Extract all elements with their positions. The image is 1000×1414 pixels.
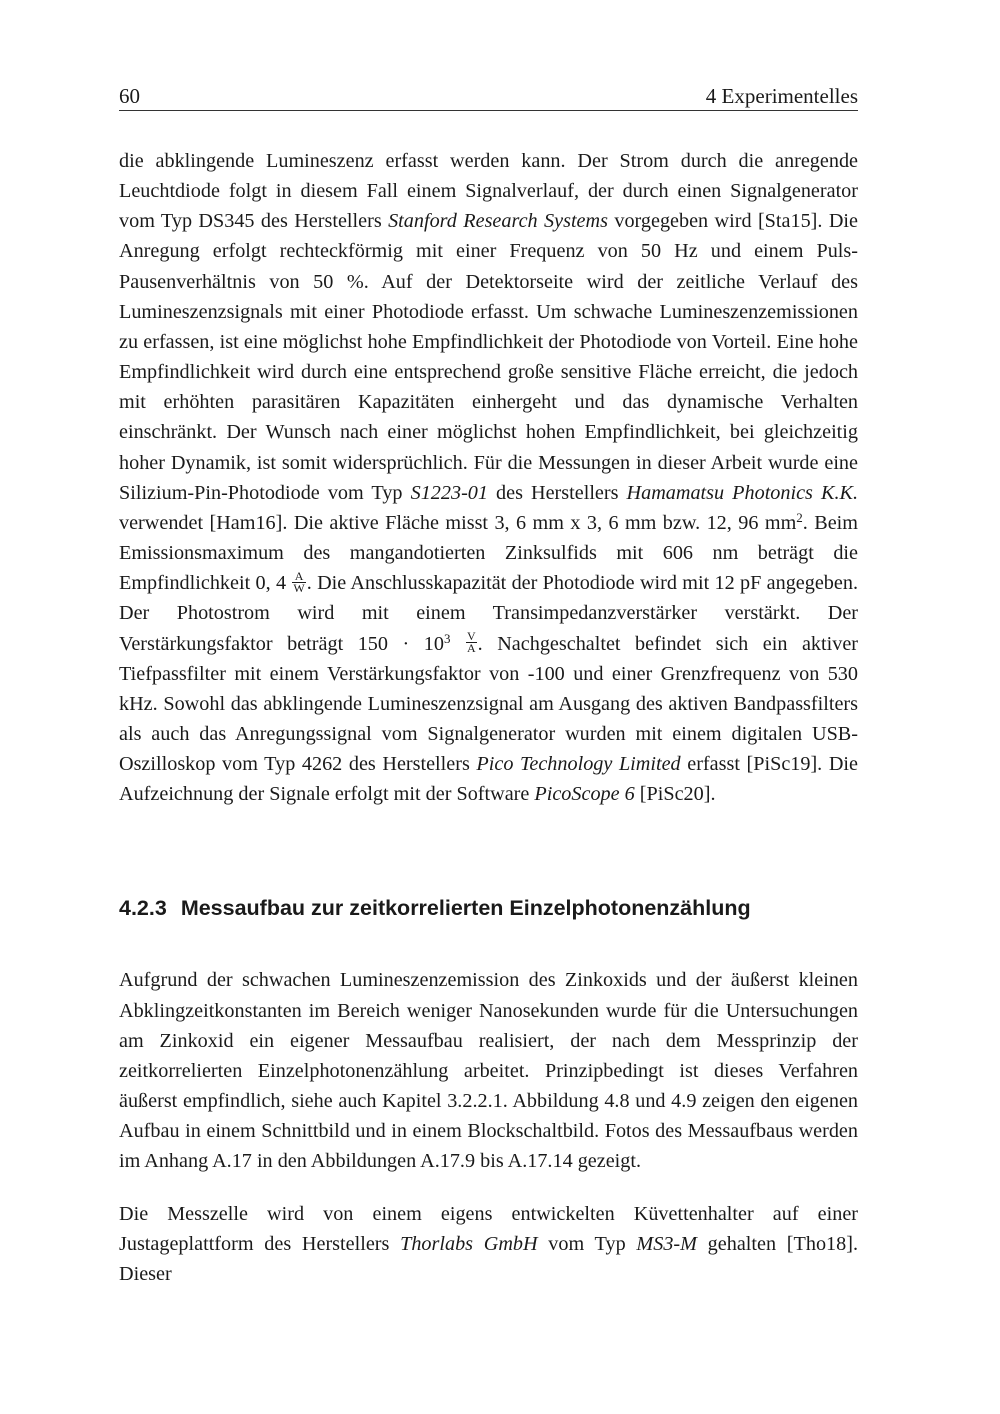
- text-run: gehalten [Tho18]. Dieser: [119, 1232, 858, 1285]
- manufacturer-name: Thorlabs GmbH: [400, 1232, 538, 1255]
- section-heading: [119, 893, 858, 923]
- section-title: Messaufbau zur zeitkorrelierten Einzelphotonenzählung: [180, 896, 751, 921]
- paragraph-zinc-oxide: Aufgrund der schwachen Lumineszenzemission des Zinkoxids und der äußerst kleinen Abklingzeitkonstanten im Bereich weniger Nanosekunden wurde für die Untersuchungen am Zinkoxid ein eigener Messaufbau realisiert, der nach dem Messprinzip der zeitkorrelierten Einzelphotonenzählung arbeitet. Prinzipbedingt ist dieses Verfahren äußerst empfindlich, siehe auch Kapitel 3.2.2.1. Abbildung 4.8 und 4.9 zeigen den eigenen Aufbau in einem Schnittbild und in einem Blockschaltbild. Fotos des Messaufbaus werden im Anhang A.17 in den Abbildungen A.17.9 bis A.17.14 gezeigt.: [119, 969, 858, 1173]
- model-name: MS3-M: [636, 1232, 697, 1255]
- software-name: PicoScope 6: [534, 783, 635, 806]
- fraction-v-per-a: [466, 631, 477, 654]
- text-run: vorgegeben wird [Sta15]. Die Anregung erfolgt rechteckförmig mit einer Frequenz von 50 Hz und einem Puls-Pausenverhältnis von 50 %. Auf der Detektorseite wird der zeitliche Verlauf des Lumineszenzsignals mit einer Photodiode erfasst. Um schwache Lumineszenzemissionen zu erfassen, ist eine möglichst hohe Empfindlichkeit der Photodiode von Vorteil. Eine hohe Empfindlichkeit wird durch eine entsprechend große sensitive Fläche erreicht, die jedoch mit erhöhten parasitären Kapazitäten einhergeht und das dynamische Verhalten einschränkt. Der Wunsch nach einer möglichst hohen Empfindlichkeit, bei gleichzeitig hoher Dynamik, ist somit widersprüchlich. Für die Messungen in dieser Arbeit wurde eine Silizium-Pin-Photodiode vom Typ: [119, 210, 858, 504]
- superscript: 3: [443, 630, 451, 646]
- text-run: . Beim Emissionsmaximum des mangandotierten Zinksulfids mit 606 nm beträgt die Empfindlichkeit 0, 4: [119, 511, 858, 595]
- fraction-numerator: A: [292, 571, 305, 583]
- paragraph-photodiode: [119, 146, 858, 809]
- model-name: S1223-01: [410, 481, 488, 504]
- fraction-numerator: V: [466, 629, 476, 644]
- page-number: 60: [119, 84, 140, 108]
- running-header: [119, 80, 858, 111]
- text-run: Die Messzelle wird von einem eigens entwickelten Küvettenhalter auf einer Justageplattform des Herstellers: [119, 1202, 858, 1255]
- fraction-denominator: W: [293, 581, 305, 596]
- text-run: [PiSc20].: [634, 783, 716, 806]
- text-run: . Die Anschlusskapazität der Photodiode wird mit 12 pF angegeben. Der Photostrom wird mit einem Transimpedanzverstärker verstärkt. Der Verstärkungsfaktor beträgt 150 · 10: [119, 572, 858, 655]
- manufacturer-name: Hamamatsu Photonics K.K.: [626, 481, 858, 504]
- text-run: vom Typ: [537, 1232, 637, 1255]
- superscript: 2: [796, 509, 803, 525]
- text-run: . Nachgeschaltet befindet sich ein aktiver Tiefpassfilter mit einem Verstärkungsfaktor von -100 und einer Grenzfrequenz von 530 kHz. Sowohl das abklingende Lumineszenzsignal am Ausgang des aktiven Bandpassfilters als auch das Anregungssignal vom Signalgenerator wurden mit einem digitalen USB-Oszilloskop vom Typ 4262 des Herstellers: [119, 632, 859, 776]
- text-run: verwendet [Ham16]. Die aktive Fläche misst 3, 6 mm x 3, 6 mm bzw. 12, 96 mm: [119, 511, 797, 534]
- manufacturer-name: Stanford Research Systems: [388, 210, 608, 233]
- text-run: die abklingende Lumineszenz erfasst werden kann. Der Strom durch die anregende Leuchtdiode folgt in diesem Fall einem Signalverlauf, der durch einen Signalgenerator vom Typ DS345 des Herstellers: [119, 150, 858, 233]
- text-run: des Herstellers: [487, 481, 627, 504]
- paragraph-measuring-cell: [119, 1199, 858, 1289]
- chapter-title: 4 Experimentelles: [705, 84, 858, 108]
- document-page: [119, 80, 858, 1289]
- fraction-a-per-w: [292, 571, 305, 594]
- manufacturer-name: Pico Technology Limited: [476, 753, 681, 776]
- text-run: erfasst [PiSc19]. Die Aufzeichnung der Signale erfolgt mit der Software: [119, 753, 858, 806]
- section-number: 4.2.3: [119, 896, 167, 921]
- fraction-denominator: A: [466, 641, 476, 656]
